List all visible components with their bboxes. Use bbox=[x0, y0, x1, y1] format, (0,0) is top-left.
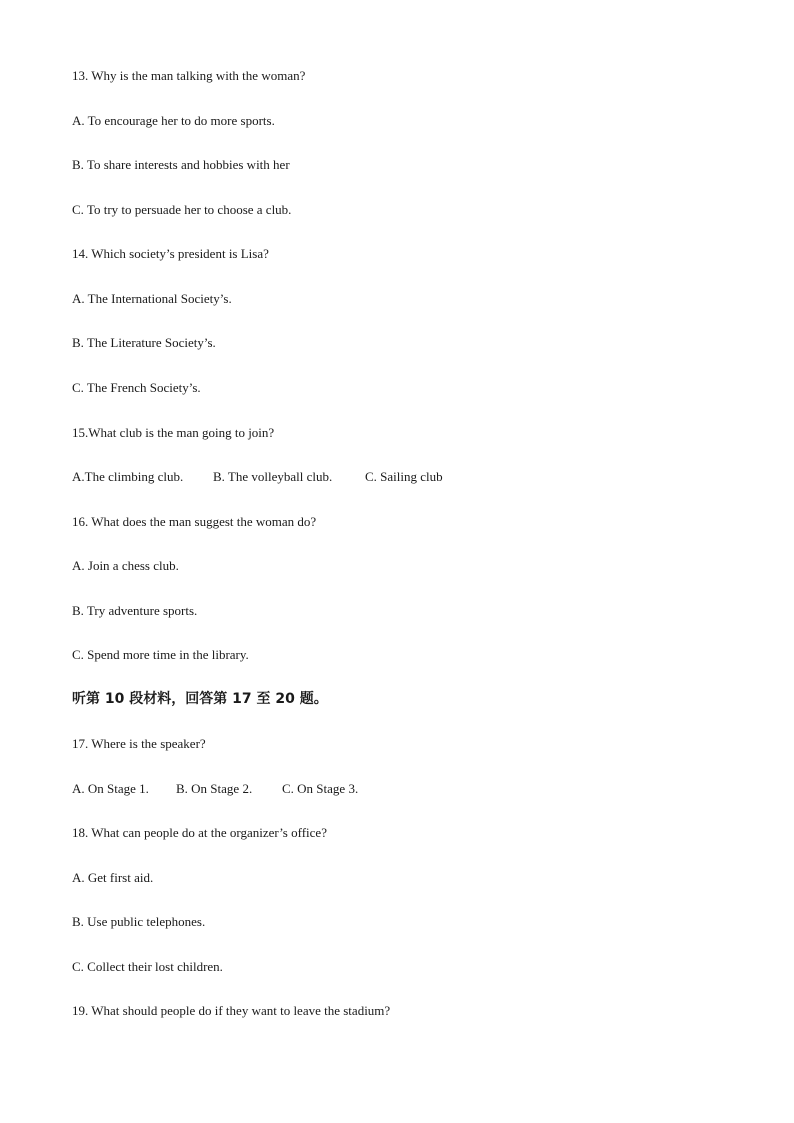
question-14-stem: 14. Which society’s president is Lisa? bbox=[72, 246, 269, 261]
section-heading: 听第 10 段材料，回答第 17 至 20 题。 bbox=[72, 691, 328, 707]
question-16-option-a: A. Join a chess club. bbox=[72, 558, 179, 573]
question-14-option-a: A. The International Society’s. bbox=[72, 291, 232, 306]
question-17-option-a: A. On Stage 1. bbox=[72, 781, 149, 796]
question-13-option-c: C. To try to persuade her to choose a club. bbox=[72, 202, 292, 217]
question-17-option-c: C. On Stage 3. bbox=[282, 781, 359, 796]
question-18-option-b: B. Use public telephones. bbox=[72, 914, 206, 929]
question-16-stem: 16. What does the man suggest the woman do? bbox=[72, 514, 317, 529]
question-14-option-b: B. The Literature Society’s. bbox=[72, 335, 216, 350]
question-15-options bbox=[72, 469, 443, 485]
question-15-option-b: B. The volleyball club. bbox=[213, 469, 333, 484]
question-13-option-b: B. To share interests and hobbies with her bbox=[72, 157, 290, 172]
question-18-option-a: A. Get first aid. bbox=[72, 870, 154, 885]
question-16-option-c: C. Spend more time in the library. bbox=[72, 647, 249, 662]
question-13-option-a: A. To encourage her to do more sports. bbox=[72, 113, 275, 128]
question-18-option-c: C. Collect their lost children. bbox=[72, 959, 223, 974]
question-15-stem: 15.What club is the man going to join? bbox=[72, 425, 275, 440]
question-17-stem: 17. Where is the speaker? bbox=[72, 736, 206, 751]
question-17-option-b: B. On Stage 2. bbox=[176, 781, 253, 796]
question-17-options bbox=[72, 781, 358, 797]
question-13-stem: 13. Why is the man talking with the woman? bbox=[72, 68, 306, 83]
question-15-option-c: C. Sailing club bbox=[365, 469, 443, 484]
question-19-stem: 19. What should people do if they want to leave the stadium? bbox=[72, 1003, 391, 1018]
question-15-option-a: A.The climbing club. bbox=[72, 469, 184, 484]
question-18-stem: 18. What can people do at the organizer’s office? bbox=[72, 825, 327, 840]
question-16-option-b: B. Try adventure sports. bbox=[72, 603, 198, 618]
question-14-option-c: C. The French Society’s. bbox=[72, 380, 201, 395]
